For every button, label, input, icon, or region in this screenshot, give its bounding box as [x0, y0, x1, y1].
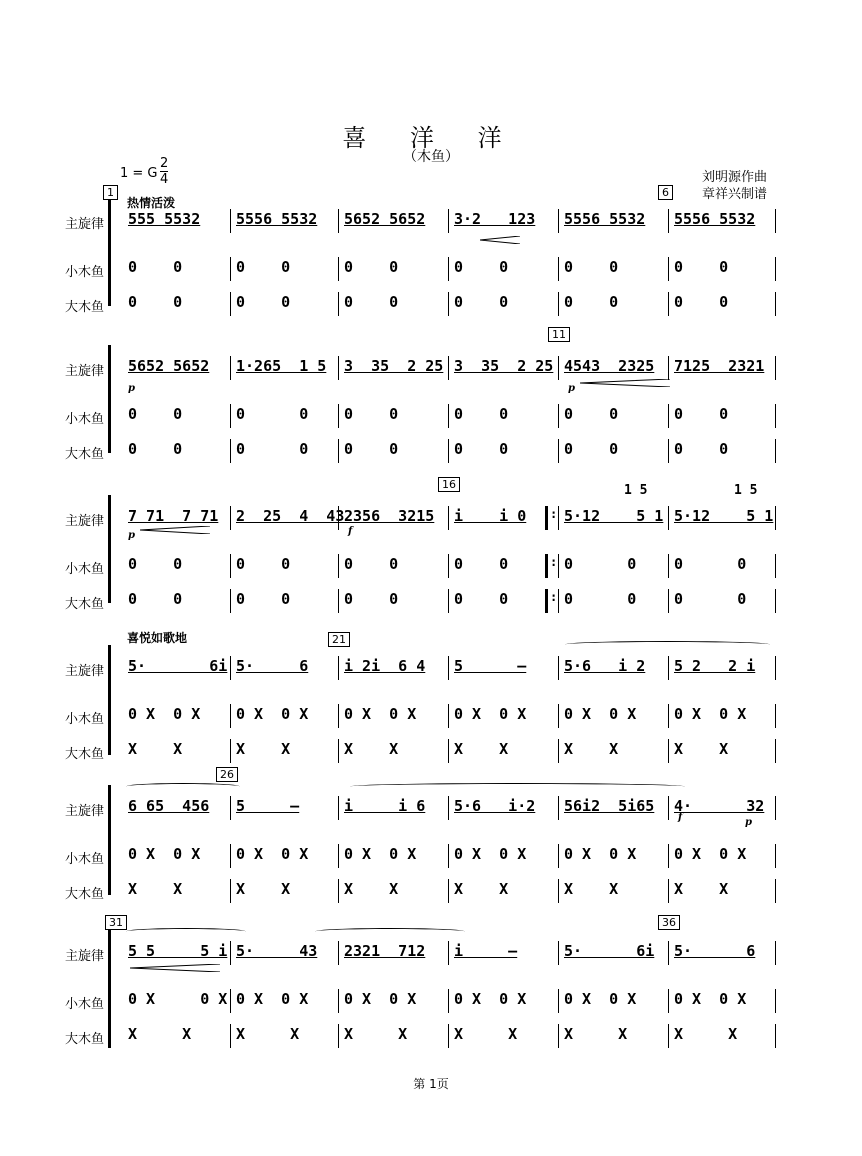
barline: [668, 704, 669, 728]
melody-measure: 2356 3215: [344, 507, 435, 525]
barline: [558, 589, 559, 613]
small-woodblock-measure: 0 X 0 X: [128, 990, 228, 1008]
barline: [775, 796, 776, 820]
score-subtitle: （木鱼）: [403, 149, 459, 165]
large-woodblock-measure: 0 0: [454, 440, 509, 458]
melody-measure: 5652 5652: [128, 357, 210, 375]
small-woodblock-measure: 0 0: [344, 555, 399, 573]
barline: [448, 257, 449, 281]
barline: [230, 989, 231, 1013]
barline: [230, 739, 231, 763]
small-woodblock-measure: 0 X 0 X: [564, 990, 637, 1008]
large-woodblock-measure: 0 0: [236, 293, 291, 311]
system-5: [0, 785, 862, 905]
large-woodblock-measure: X X: [674, 1025, 738, 1043]
large-woodblock-measure: 0 0: [128, 293, 183, 311]
barline: [668, 989, 669, 1013]
large-woodblock-measure: X X: [128, 1025, 192, 1043]
small-woodblock-measure: 0 0: [128, 258, 183, 276]
system-bracket: [108, 930, 116, 1048]
barline: [558, 209, 559, 233]
instrument-label: 主旋律: [64, 364, 104, 379]
barline: [775, 292, 776, 316]
instrument-label: 小木鱼: [64, 712, 104, 727]
small-woodblock-measure: 0 0: [128, 405, 183, 423]
melody-measure: 7125 2321: [674, 357, 765, 375]
barline: [668, 879, 669, 903]
barline: [668, 941, 669, 965]
instrument-label: 小木鱼: [64, 997, 104, 1012]
barline: [448, 844, 449, 868]
barline: [668, 209, 669, 233]
barline: [448, 704, 449, 728]
instrument-label: 主旋律: [64, 514, 104, 529]
melody-measure: 5 –: [236, 797, 300, 815]
repeat-barline: [545, 554, 548, 578]
small-woodblock-measure: 0 0: [674, 405, 729, 423]
barline: [558, 739, 559, 763]
barline: [448, 292, 449, 316]
dynamic-mark: p: [128, 383, 135, 394]
dynamic-mark: f: [678, 812, 683, 823]
barline: [338, 844, 339, 868]
melody-measure: 5· 43: [236, 942, 318, 960]
barline: [775, 589, 776, 613]
small-woodblock-measure: 0 X 0 X: [236, 990, 309, 1008]
barline: [448, 404, 449, 428]
barline: [668, 554, 669, 578]
phrase-slur: [126, 928, 246, 935]
melody-measure: 3 35 2 25: [344, 357, 444, 375]
melody-measure: i 2i 6 4: [344, 657, 426, 675]
barline: [775, 656, 776, 680]
small-woodblock-measure: 0 X 0 X: [344, 705, 417, 723]
large-woodblock-measure: X X: [674, 740, 729, 758]
score-title: 喜 洋 洋: [342, 124, 520, 152]
composer-credit: 刘明源作曲: [701, 170, 767, 185]
small-woodblock-measure: 0 X 0 X: [236, 705, 309, 723]
repeat-dots: :: [550, 507, 558, 521]
small-woodblock-measure: 0 X 0 X: [674, 845, 747, 863]
barline: [558, 704, 559, 728]
hairpin: [480, 236, 520, 244]
barline: [230, 554, 231, 578]
phrase-slur: [350, 783, 685, 790]
small-woodblock-measure: 0 0: [454, 405, 509, 423]
large-woodblock-measure: 0 0: [344, 440, 399, 458]
phrase-slur: [126, 783, 240, 790]
barline: [230, 879, 231, 903]
melody-measure: 5· 6i: [564, 942, 655, 960]
barline: [775, 989, 776, 1013]
melody-measure: 5556 5532: [564, 210, 646, 228]
barline: [338, 739, 339, 763]
barline: [338, 656, 339, 680]
barline: [338, 439, 339, 463]
instrument-label: 小木鱼: [64, 852, 104, 867]
large-woodblock-measure: X X: [564, 740, 619, 758]
small-woodblock-measure: 0 0: [674, 555, 747, 573]
dynamic-mark: p: [568, 383, 575, 394]
melody-measure: 3 35 2 25: [454, 357, 554, 375]
barline: [775, 739, 776, 763]
barline: [448, 1024, 449, 1048]
melody-measure: 5· 6: [236, 657, 309, 675]
barline: [775, 941, 776, 965]
barline: [558, 796, 559, 820]
barline: [448, 356, 449, 380]
upper-chord-note: 1 5: [734, 483, 758, 498]
rehearsal-number: 11: [548, 327, 570, 342]
system-1: [0, 198, 862, 316]
small-woodblock-measure: 0 X 0 X: [128, 705, 201, 723]
large-woodblock-measure: 0 0: [674, 440, 729, 458]
large-woodblock-measure: X X: [564, 1025, 628, 1043]
barline: [775, 554, 776, 578]
barline: [448, 209, 449, 233]
melody-measure: 1·265 1 5: [236, 357, 327, 375]
small-woodblock-measure: 0 X 0 X: [674, 705, 747, 723]
system-2: [0, 345, 862, 463]
barline: [558, 844, 559, 868]
barline: [668, 656, 669, 680]
instrument-label: 小木鱼: [64, 265, 104, 280]
barline: [668, 589, 669, 613]
large-woodblock-measure: 0 0: [674, 293, 729, 311]
large-woodblock-measure: 0 0: [344, 293, 399, 311]
tempo-mark: 喜悦如歌地: [127, 631, 188, 645]
system-4: [0, 645, 862, 765]
melody-measure: i –: [454, 942, 518, 960]
barline: [448, 989, 449, 1013]
melody-measure: 2321 712: [344, 942, 426, 960]
time-signature-top: 2: [160, 156, 169, 171]
instrument-label: 主旋律: [64, 804, 104, 819]
small-woodblock-measure: 0 X 0 X: [454, 845, 527, 863]
melody-measure: 5 –: [454, 657, 527, 675]
small-woodblock-measure: 0 X 0 X: [454, 705, 527, 723]
large-woodblock-measure: X X: [454, 880, 509, 898]
instrument-label: 主旋律: [64, 949, 104, 964]
melody-measure: 5·6 i 2: [564, 657, 646, 675]
instrument-label: 大木鱼: [64, 300, 104, 315]
repeat-dots: :: [550, 555, 558, 569]
barline: [668, 257, 669, 281]
melody-measure: 7 71 7 71: [128, 507, 219, 525]
large-woodblock-measure: X X: [344, 880, 399, 898]
barline: [775, 257, 776, 281]
dynamic-mark: f: [348, 526, 353, 537]
melody-measure: 4· 32: [674, 797, 765, 815]
large-woodblock-measure: 0 0: [454, 590, 509, 608]
barline: [230, 1024, 231, 1048]
small-woodblock-measure: 0 0: [236, 258, 291, 276]
instrument-label: 大木鱼: [64, 447, 104, 462]
small-woodblock-measure: 0 0: [236, 555, 291, 573]
barline: [338, 589, 339, 613]
barline: [668, 439, 669, 463]
melody-measure: 5· 6: [674, 942, 756, 960]
barline: [338, 989, 339, 1013]
dynamic-mark: p: [745, 817, 752, 828]
large-woodblock-measure: 0 0: [128, 590, 183, 608]
small-woodblock-measure: 0 0: [236, 405, 309, 423]
phrase-slur: [565, 641, 770, 648]
large-woodblock-measure: 0 0: [564, 440, 619, 458]
barline: [338, 879, 339, 903]
hairpin: [580, 379, 670, 387]
barline: [668, 404, 669, 428]
barline: [338, 356, 339, 380]
large-woodblock-measure: 0 0: [236, 590, 291, 608]
small-woodblock-measure: 0 0: [344, 258, 399, 276]
barline: [558, 989, 559, 1013]
barline: [230, 209, 231, 233]
small-woodblock-measure: 0 X 0 X: [454, 990, 527, 1008]
barline: [668, 1024, 669, 1048]
key-signature: 1 = G: [120, 166, 158, 181]
rehearsal-number: 36: [658, 915, 680, 930]
large-woodblock-measure: X X: [236, 740, 291, 758]
melody-measure: 2 25 4 43: [236, 507, 345, 525]
barline: [230, 292, 231, 316]
time-signature: [160, 156, 168, 187]
large-woodblock-measure: 0 0: [128, 440, 183, 458]
small-woodblock-measure: 0 X 0 X: [344, 845, 417, 863]
small-woodblock-measure: 0 0: [564, 405, 619, 423]
rehearsal-number: 1: [103, 185, 118, 200]
hairpin: [130, 964, 220, 972]
time-signature-bottom: 4: [160, 172, 169, 187]
small-woodblock-measure: 0 X 0 X: [564, 705, 637, 723]
barline: [448, 439, 449, 463]
barline: [558, 656, 559, 680]
system-6: [0, 930, 862, 1058]
barline: [558, 554, 559, 578]
rehearsal-number: 16: [438, 477, 460, 492]
dynamic-mark: p: [128, 530, 135, 541]
barline: [230, 844, 231, 868]
large-woodblock-measure: X X: [454, 1025, 518, 1043]
system-bracket: [108, 198, 116, 306]
barline: [775, 1024, 776, 1048]
barline: [775, 844, 776, 868]
barline: [775, 704, 776, 728]
small-woodblock-measure: 0 0: [344, 405, 399, 423]
melody-measure: 5· 6i: [128, 657, 228, 675]
barline: [668, 506, 669, 530]
large-woodblock-measure: 0 0: [674, 590, 747, 608]
barline: [558, 292, 559, 316]
large-woodblock-measure: 0 0: [454, 293, 509, 311]
system-bracket: [108, 345, 116, 453]
repeat-barline: [545, 506, 548, 530]
instrument-label: 主旋律: [64, 664, 104, 679]
barline: [558, 439, 559, 463]
barline: [338, 257, 339, 281]
barline: [448, 879, 449, 903]
large-woodblock-measure: X X: [564, 880, 619, 898]
rehearsal-number: 21: [328, 632, 350, 647]
barline: [230, 589, 231, 613]
instrument-label: 大木鱼: [64, 887, 104, 902]
melody-measure: 5 5 5 i: [128, 942, 228, 960]
barline: [558, 879, 559, 903]
melody-measure: 56i2 5i65: [564, 797, 655, 815]
arranger-credit: 章祥兴制谱: [701, 187, 767, 202]
melody-measure: 3·2 123: [454, 210, 536, 228]
barline: [775, 439, 776, 463]
barline: [338, 404, 339, 428]
instrument-label: 主旋律: [64, 217, 104, 232]
barline: [338, 941, 339, 965]
page-footer: 第 1页: [413, 1077, 449, 1091]
small-woodblock-measure: 0 0: [454, 555, 509, 573]
barline: [338, 1024, 339, 1048]
system-bracket: [108, 495, 116, 603]
barline: [668, 796, 669, 820]
melody-measure: 5·12 5 1: [564, 507, 664, 525]
large-woodblock-measure: 0 0: [344, 590, 399, 608]
barline: [558, 1024, 559, 1048]
barline: [230, 506, 231, 530]
barline: [448, 739, 449, 763]
instrument-label: 大木鱼: [64, 597, 104, 612]
phrase-slur: [315, 928, 465, 935]
barline: [558, 257, 559, 281]
barline: [230, 656, 231, 680]
repeat-dots: :: [550, 590, 558, 604]
barline: [230, 404, 231, 428]
melody-measure: 5556 5532: [236, 210, 318, 228]
small-woodblock-measure: 0 0: [674, 258, 729, 276]
small-woodblock-measure: 0 X 0 X: [674, 990, 747, 1008]
barline: [230, 941, 231, 965]
barline: [448, 589, 449, 613]
small-woodblock-measure: 0 0: [564, 555, 637, 573]
large-woodblock-measure: X X: [236, 880, 291, 898]
small-woodblock-measure: 0 0: [564, 258, 619, 276]
rehearsal-number: 31: [105, 915, 127, 930]
barline: [668, 844, 669, 868]
melody-measure: 5556 5532: [674, 210, 756, 228]
instrument-label: 小木鱼: [64, 412, 104, 427]
melody-measure: 5·6 i·2: [454, 797, 536, 815]
barline: [448, 554, 449, 578]
barline: [775, 404, 776, 428]
melody-measure: 6 65 456: [128, 797, 210, 815]
small-woodblock-measure: 0 X 0 X: [128, 845, 201, 863]
system-bracket: [108, 785, 116, 895]
barline: [775, 506, 776, 530]
small-woodblock-measure: 0 0: [454, 258, 509, 276]
large-woodblock-measure: X X: [674, 880, 729, 898]
large-woodblock-measure: X X: [454, 740, 509, 758]
barline: [448, 796, 449, 820]
rehearsal-number: 26: [216, 767, 238, 782]
large-woodblock-measure: X X: [128, 740, 183, 758]
melody-measure: 5652 5652: [344, 210, 426, 228]
rehearsal-number: 6: [658, 185, 673, 200]
barline: [230, 796, 231, 820]
large-woodblock-measure: X X: [344, 740, 399, 758]
melody-measure: i i 6: [344, 797, 426, 815]
barline: [338, 554, 339, 578]
barline: [448, 941, 449, 965]
melody-measure: 5·12 5 1: [674, 507, 774, 525]
barline: [338, 704, 339, 728]
barline: [668, 739, 669, 763]
barline: [668, 356, 669, 380]
barline: [230, 257, 231, 281]
barline: [775, 209, 776, 233]
barline: [558, 506, 559, 530]
barline: [558, 404, 559, 428]
instrument-label: 大木鱼: [64, 747, 104, 762]
barline: [448, 656, 449, 680]
barline: [558, 941, 559, 965]
barline: [230, 439, 231, 463]
barline: [230, 704, 231, 728]
barline: [338, 292, 339, 316]
melody-measure: 4543 2325: [564, 357, 655, 375]
large-woodblock-measure: X X: [236, 1025, 300, 1043]
barline: [668, 292, 669, 316]
large-woodblock-measure: 0 0: [236, 440, 309, 458]
large-woodblock-measure: 0 0: [564, 590, 637, 608]
upper-chord-note: 1 5: [624, 483, 648, 498]
instrument-label: 大木鱼: [64, 1032, 104, 1047]
barline: [338, 796, 339, 820]
tempo-mark: 热情活泼: [127, 196, 176, 210]
small-woodblock-measure: 0 X 0 X: [564, 845, 637, 863]
barline: [448, 506, 449, 530]
barline: [775, 879, 776, 903]
large-woodblock-measure: 0 0: [564, 293, 619, 311]
small-woodblock-measure: 0 X 0 X: [344, 990, 417, 1008]
barline: [338, 209, 339, 233]
barline: [558, 356, 559, 380]
small-woodblock-measure: 0 X 0 X: [236, 845, 309, 863]
large-woodblock-measure: X X: [344, 1025, 408, 1043]
system-bracket: [108, 645, 116, 755]
small-woodblock-measure: 0 0: [128, 555, 183, 573]
hairpin: [140, 526, 210, 534]
melody-measure: 5 2 2 i: [674, 657, 756, 675]
barline: [775, 356, 776, 380]
repeat-barline: [545, 589, 548, 613]
melody-measure: i i 0: [454, 507, 527, 525]
large-woodblock-measure: X X: [128, 880, 183, 898]
melody-measure: 555 5532: [128, 210, 201, 228]
instrument-label: 小木鱼: [64, 562, 104, 577]
barline: [230, 356, 231, 380]
